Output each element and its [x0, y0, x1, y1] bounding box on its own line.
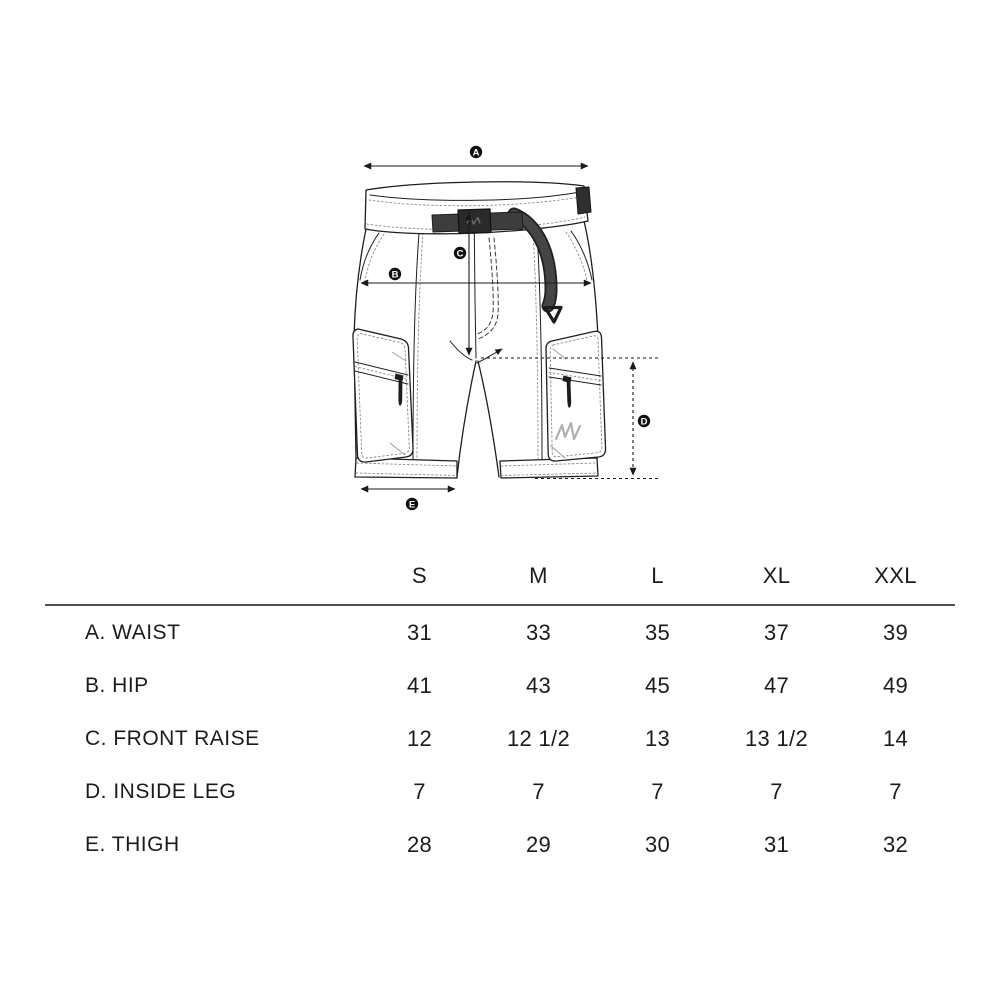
measurement-value: 35 [644, 619, 671, 645]
measurement-value: 14 [882, 725, 909, 751]
measurement-value: 30 [644, 831, 671, 857]
right-hem-cuff [500, 458, 598, 478]
measurement-value: 29 [525, 831, 552, 857]
left-cargo-pocket [353, 329, 413, 462]
measurement-value: 43 [525, 672, 552, 698]
measure-marker-e [406, 498, 418, 511]
measurement-label: C. FRONT RAISE [85, 726, 260, 750]
marker-letter-e: E [408, 499, 416, 511]
measurement-value: 45 [644, 672, 671, 698]
size-table-row [45, 818, 955, 871]
measure-marker-b [389, 268, 401, 281]
measurement-value: 41 [406, 672, 433, 698]
measurement-value: 7 [532, 778, 545, 804]
size-column-header: XXL [874, 563, 917, 588]
marker-letter-a: A [472, 147, 480, 159]
measurement-value: 28 [406, 831, 433, 857]
size-table-header [45, 548, 955, 604]
left-hip-pocket-stitch [365, 234, 384, 281]
marker-letter-c: C [456, 248, 464, 260]
size-table-body [45, 606, 955, 871]
marker-letter-b: B [391, 269, 399, 281]
measurement-value: 49 [882, 672, 909, 698]
marker-letter-d: D [640, 416, 648, 428]
fly-stitch-2 [478, 238, 498, 339]
size-table [45, 548, 955, 871]
size-table-row [45, 659, 955, 712]
size-column-header: M [529, 563, 548, 588]
belt-buckle [458, 209, 491, 234]
measurement-value: 12 [406, 725, 433, 751]
measurement-value: 47 [763, 672, 790, 698]
measure-marker-a [470, 146, 482, 159]
measurement-label: B. HIP [85, 673, 149, 697]
measurement-label: D. INSIDE LEG [85, 779, 237, 803]
measurement-value: 31 [406, 619, 433, 645]
size-table-row [45, 765, 955, 818]
measurement-value: 7 [413, 778, 426, 804]
crotch-guide-arrow [477, 349, 502, 363]
measurement-label: A. WAIST [85, 620, 181, 644]
measurement-value: 31 [763, 831, 790, 857]
measurement-value: 33 [525, 619, 552, 645]
measurement-value: 7 [651, 778, 664, 804]
right-hip-pocket-curve [571, 231, 592, 280]
right-cargo-pocket [546, 331, 606, 461]
size-table-row [45, 712, 955, 765]
measurement-value: 39 [882, 619, 909, 645]
size-column-header: XL [762, 563, 791, 588]
right-panel-stitch [533, 231, 538, 459]
size-table-row [45, 606, 955, 659]
measurement-value: 13 [644, 725, 671, 751]
left-panel-stitch [417, 233, 423, 459]
right-inseam [478, 361, 499, 477]
left-inseam [457, 361, 476, 477]
size-column-header: L [651, 563, 664, 588]
measurement-value: 7 [889, 778, 902, 804]
belt-keeper [576, 187, 591, 214]
measurement-value: 32 [882, 831, 909, 857]
measurement-label: E. THIGH [85, 832, 180, 856]
measurement-value: 37 [763, 619, 790, 645]
measurement-value: 13 1/2 [745, 725, 808, 751]
size-column-header: S [412, 563, 427, 588]
measure-marker-c [454, 247, 466, 260]
measure-marker-d [638, 415, 650, 428]
left-hip-pocket-curve [360, 233, 379, 280]
measurement-value: 7 [770, 778, 783, 804]
measurement-value: 12 1/2 [507, 725, 570, 751]
fly-stitch [477, 238, 493, 334]
